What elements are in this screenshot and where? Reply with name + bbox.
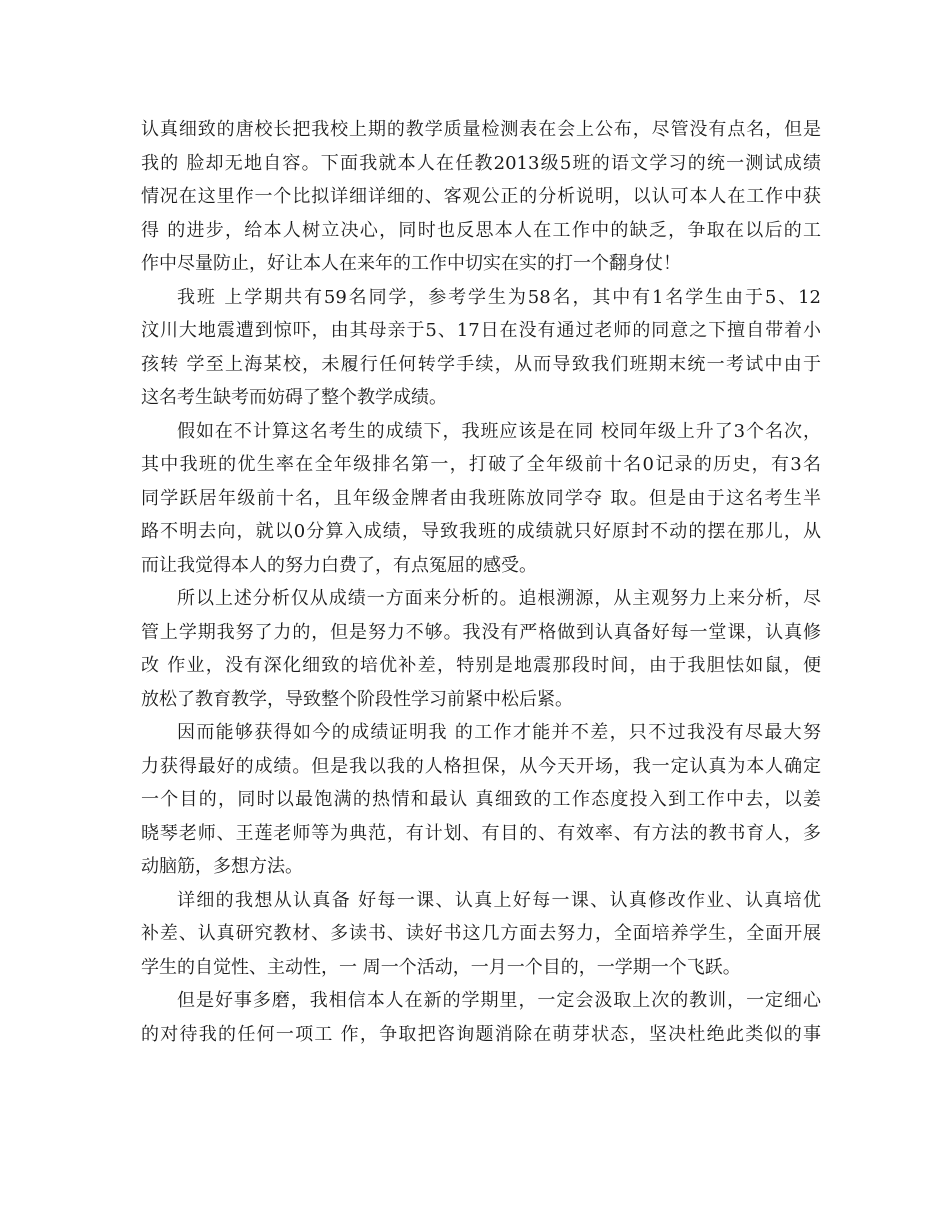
text-line: 一个目的，同时以最饱满的热情和最认 真细致的工作态度投入到工作中去，以姜 [141, 789, 821, 810]
text-line: 管上学期我努了力的，但是努力不够。我没有严格做到认真备好每一堂课，认真修 [141, 621, 821, 643]
text-line: 认真细致的唐校长把我校上期的教学质量检测表在会上公布，尽管没有点名，但是 [141, 119, 821, 140]
paragraph [141, 281, 821, 415]
text-line: 所以上述分析仅从成绩一方面来分析的。追根溯源，从主观努力上来分析，尽 [177, 588, 821, 609]
paragraph [141, 984, 821, 1051]
paragraph [141, 582, 821, 716]
text-line: 放松了教育教学，导致整个阶段性学习前紧中松后紧。 [141, 688, 573, 710]
paragraph [141, 415, 821, 583]
text-line: 情况在这里作一个比拟详细详细的、客观公正的分析说明，以认可本人在工作中获 [141, 186, 821, 207]
text-line: 晓琴老师、王莲老师等为典范，有计划、有目的、有效率、有方法的教书育人，多 [141, 822, 821, 844]
text-line: 汶川大地震遭到惊吓，由其母亲于5、17日在没有通过老师的同意之下擅自带着小 [141, 320, 821, 341]
paragraph [141, 884, 821, 985]
text-line: 动脑筋，多想方法。 [141, 856, 303, 877]
text-line: 这名考生缺考而妨碍了整个教学成绩。 [141, 387, 447, 408]
text-line: 假如在不计算这名考生的成绩下，我班应该是在同 校同年级上升了3个名次， [177, 420, 821, 442]
text-line: 而让我觉得本人的努力白费了，有点冤屈的感受。 [141, 554, 537, 576]
text-line: 力获得最好的成绩。但是我以我的人格担保，从今天开场，我一定认真为本人确定 [141, 755, 821, 777]
text-line: 我的 脸却无地自容。下面我就本人在任教2013级5班的语文学习的统一测试成绩 [141, 152, 821, 174]
text-line: 作中尽量防止，好让本人在来年的工作中切实在实的打一个翻身仗！ [141, 253, 681, 274]
text-line: 孩转 学至上海某校，未履行任何转学手续，从而导致我们班期末统一考试中由于 [141, 353, 821, 375]
document-body [141, 113, 821, 1051]
text-line: 改 作业，没有深化细致的培优补差，特别是地震那段时间，由于我胆怯如鼠，便 [141, 655, 821, 676]
text-line: 得 的进步，给本人树立决心，同时也反思本人在工作中的缺乏，争取在以后的工 [141, 219, 821, 241]
text-line: 其中我班的优生率在全年级排名第一，打破了全年级前十名0记录的历史，有3名 [141, 454, 821, 475]
text-line: 路不明去向，就以0分算入成绩，导致我班的成绩就只好原封不动的摆在那儿，从 [141, 521, 821, 542]
text-line: 详细的我想从认真备 好每一课、认真上好每一课、认真修改作业、认真培优 [177, 889, 821, 911]
text-line: 但是好事多磨，我相信本人在新的学期里，一定会汲取上次的教训，一定细心 [177, 990, 821, 1011]
text-line: 学生的自觉性、主动性，一 周一个活动，一月一个目的，一学期一个飞跃。 [141, 956, 741, 978]
text-line: 补差、认真研究教材、多读书、读好书这几方面去努力，全面培养学生，全面开展 [141, 923, 821, 944]
text-line: 的对待我的任何一项工 作，争取把咨询题消除在萌芽状态，坚决杜绝此类似的事 [141, 1023, 821, 1045]
paragraph [141, 716, 821, 884]
text-line: 因而能够获得如今的成绩证明我 的工作才能并不差，只不过我没有尽最大努 [177, 722, 821, 743]
text-line: 我班 上学期共有59名同学，参考学生为58名，其中有1名学生由于5、12 [177, 286, 821, 308]
text-line: 同学跃居年级前十名，且年级金牌者由我班陈放同学夺 取。但是由于这名考生半 [141, 487, 821, 509]
paragraph [141, 113, 821, 281]
